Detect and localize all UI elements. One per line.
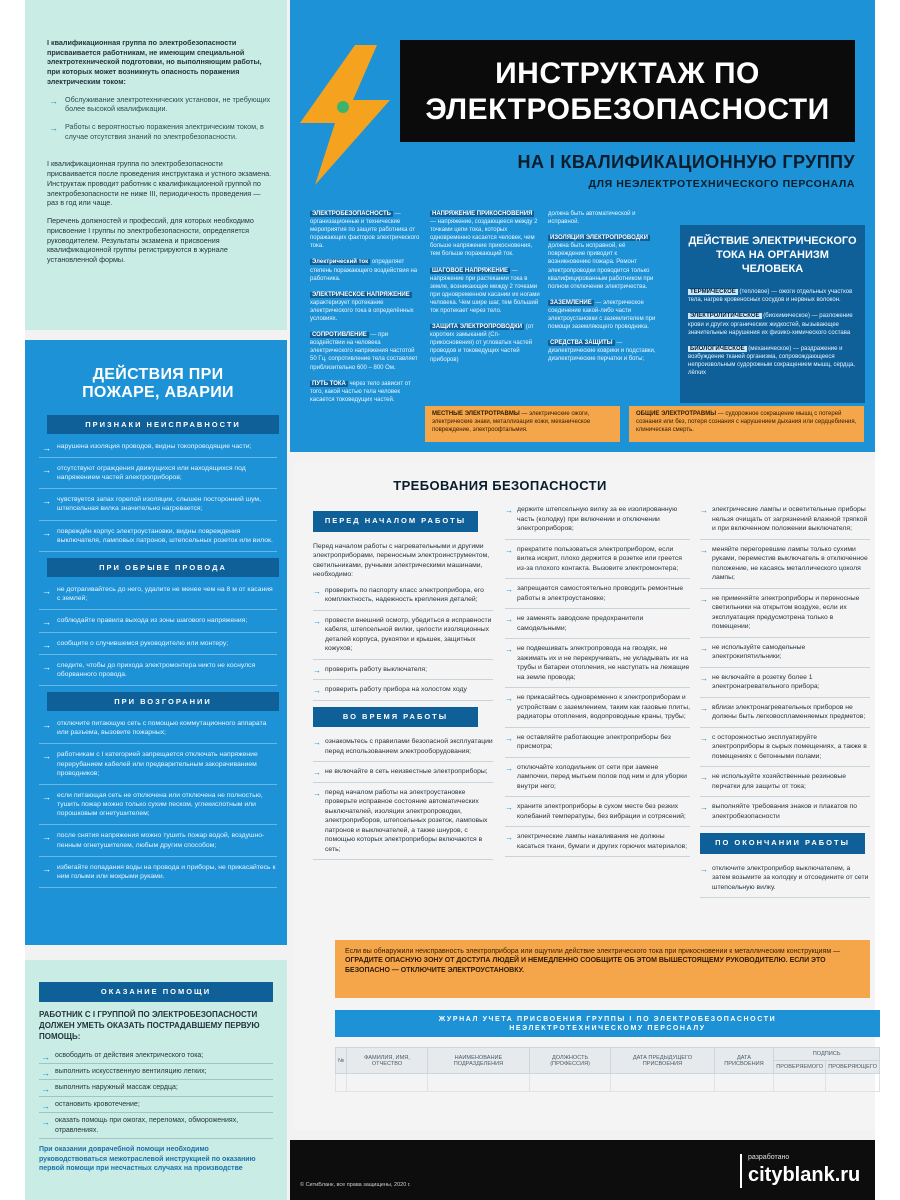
definition-item: ЗАЗЕМЛЕНИЕ — электрическое соединение какой-либо части электроустановки с заземлителем при помощи заземляющего проводника. <box>548 299 656 331</box>
arrow-icon: → <box>505 763 513 773</box>
journal-col: НАИМЕНОВАНИЕ ПОДРАЗДЕЛЕНИЯ <box>427 1048 529 1074</box>
journal-col: ПОДПИСЬ <box>774 1048 880 1061</box>
qualification-lead: I квалификационная группа по электробезопасности присваивается работникам, не имеющим специальной электротехнической подготовки, но выполняющим работы, при которых может возникнуть опасность поражения электрическим током: <box>47 38 262 86</box>
journal-col: ДАТА ПРИСВОЕНИЯ <box>714 1048 774 1074</box>
list-item: → храните электроприборы в сухом месте без резких колебаний температуры, без вибрации и сотрясений; <box>505 802 690 827</box>
arrow-icon: → <box>49 123 58 134</box>
brand-link[interactable]: cityblank.ru <box>748 1164 861 1186</box>
list-item: → проверить по паспорту класс электроприбора, его комплектность, надежность крепления деталей; <box>313 586 493 611</box>
arrow-icon: → <box>700 643 708 653</box>
journal-table <box>335 1047 880 1092</box>
arrow-icon: → <box>700 506 708 515</box>
list-item: → не оставляйте работающие электроприборы без присмотра; <box>505 733 690 758</box>
left-column <box>25 0 287 1200</box>
arrow-icon: → <box>313 586 321 596</box>
list-item: → не подвешивать электропровода на гвоздях, не зажимать их и не перекручивать, не укладывать их на трубы и батареи отопления, не наступать на лежащие на земле провода; <box>505 644 690 688</box>
list-item: → сообщите о случившемся руководителю или монтеру; <box>39 639 277 655</box>
list-item: → выполнить наружный массаж сердца; <box>39 1083 273 1096</box>
arrow-icon: → <box>505 803 513 813</box>
definitions-column-1 <box>310 210 422 412</box>
journal-col: № <box>336 1048 347 1074</box>
arrow-icon: → <box>505 645 513 655</box>
arrow-icon: → <box>42 661 51 672</box>
list-item: → освободить от действия электрического тока; <box>39 1051 273 1064</box>
list-item: → не включайте в сеть неизвестные электроприборы; <box>313 767 493 783</box>
fire-title: ДЕЙСТВИЯ ПРИ ПОЖАРЕ, АВАРИИ <box>82 366 234 402</box>
current-effect-title: ДЕЙСТВИЕ ЭЛЕКТРИЧЕСКОГО ТОКА НА ОРГАНИЗМ ЧЕЛОВЕКА <box>688 235 857 275</box>
list-item: → если питающая сеть не отключена или отключена не полностью, тушить пожар можно только сухим песком, углекислотным или порошковым огнетушителем; <box>39 791 277 826</box>
list-item: → провести внешний осмотр, убедиться в исправности кабеля, штепсельной вилки, целости изоляционных деталей корпуса, рукоятки и крышек, защитных кожухов; <box>313 616 493 660</box>
list-item: → прекратите пользоваться электроприбором, если вилка искрит, плохо держится в розетке или греется из-за плохого контакта. Вызовите электромонтера; <box>505 545 690 580</box>
list-item: → повреждён корпус электроустановки, видны повреждения выключателя, ламповых патронов, штепсельных розеток или вилок. <box>39 527 277 552</box>
list-item: → электрические лампы накаливания не должны касаться ткани, бумаги и других горючих материалов; <box>505 832 690 857</box>
definition-item: ЭЛЕКТРИЧЕСКОЕ НАПРЯЖЕНИЕ характеризует протекание электрического тока в определённых условиях. <box>310 291 414 323</box>
arrow-icon: → <box>41 1117 50 1128</box>
list-item: → электрические лампы и осветительные приборы нельзя очищать от загрязнений влажной тряпкой и при включенном положении выключателя; <box>700 505 870 540</box>
arrow-icon: → <box>42 464 51 475</box>
general-injuries-box: ОБЩИЕ ЭЛЕКТРОТРАВМЫ — судорожное сокращение мышц с потерей сознания или без, потеря сознания с нарушением дыхания или сердцебиения, клиническая смерть. <box>629 406 864 442</box>
definition-item: ШАГОВОЕ НАПРЯЖЕНИЕ — напряжение при растекании тока в земле, возникающее между 2 точками при одновременном касании их ногами человека. Чем шире шаг, тем больший ток протекает через тело. <box>430 267 540 315</box>
journal-col: ФАМИЛИЯ, ИМЯ, ОТЧЕСТВО <box>347 1048 428 1074</box>
break-band: ПРИ ОБРЫВЕ ПРОВОДА <box>47 558 279 577</box>
qualification-paragraph: I квалификационная группа по электробезопасности присваивается после проведения инструктажа и устного экзамена. Инструктаж проводит работник с квалификационной группой по электробезопасности не ниже III, периодичность проведения — раз в год или чаще. <box>47 159 272 208</box>
list-item: → не используйте хозяйственные резиновые перчатки для защиты от тока; <box>700 772 870 797</box>
list-item: → меняйте перегоревшие лампы только сухими руками, переместив выключатель в отключенное положение, не касаясь металлического цоколя лампы; <box>700 545 870 589</box>
arrow-icon: → <box>313 768 321 778</box>
arrow-icon: → <box>505 585 513 595</box>
qualification-item: → Обслуживание электротехнических установок, не требующих более высокой квалификации. <box>49 94 271 114</box>
journal-table-section <box>335 1010 880 1102</box>
definition-item: ИЗОЛЯЦИЯ ЭЛЕКТРОПРОВОДКИ должна быть исправной, её повреждение приводит к возникновению пожара. Ремонт электропроводки проводится только квалифицированным работником при полном отключении электричества. <box>548 235 654 290</box>
list-item: → не прикасайтесь одновременно к электроприборам и устройствам с заземлением, таким как газовые плиты, радиаторы отопления, водопроводные краны, трубы; <box>505 693 690 728</box>
arrow-icon: → <box>42 527 51 538</box>
journal-col: ДОЛЖНОСТЬ (ПРОФЕССИЯ) <box>529 1048 610 1074</box>
arrow-icon: → <box>42 617 51 628</box>
definition-item: ЭЛЕКТРОБЕЗОПАСНОСТЬ — организационные и технические мероприятия по защите работника от поражающих факторов электрического тока. <box>310 211 420 250</box>
safety-column-2 <box>505 505 690 862</box>
safety-column-3 <box>700 505 870 903</box>
definition-item: СРЕДСТВА ЗАЩИТЫ — диэлектрические коврики и подставки, диэлектрические перчатки и боты; <box>548 340 656 363</box>
arrow-icon: → <box>42 442 51 453</box>
list-item: → ознакомьтесь с правилами безопасной эксплуатации перед использованием электрооборудования; <box>313 737 493 762</box>
definition-item: НАПРЯЖЕНИЕ ПРИКОСНОВЕНИЯ — напряжение, создающееся между 2 точками цепи тока, которых одновременно касается человек, чем больше напряжение прикосновения, тем больше поражающий ток. <box>430 211 538 258</box>
arrow-icon: → <box>505 733 513 743</box>
safety-title: ТРЕБОВАНИЯ БЕЗОПАСНОСТИ <box>393 478 607 493</box>
list-item: → нарушена изоляция проводов, видны токопроводящие части; <box>39 442 277 458</box>
arrow-icon: → <box>700 594 708 604</box>
lightning-bolt-icon <box>295 45 405 185</box>
local-injuries-box: МЕСТНЫЕ ЭЛЕКТРОТРАВМЫ — электрические ожоги, электрические знаки, металлизация кожи, механическое повреждение, электроофтальмия. <box>425 406 620 442</box>
list-item: → держите штепсельную вилку за ее изолированную часть (колодку) при включении и отключении электроприборов; <box>505 505 690 540</box>
effect-item: ЭЛЕКТРОЛИТИЧЕСКОЕ (биохимическое) — разложение крови и других органических жидкостей, вызывающее значительные нарушения их физико-химического состава <box>688 313 853 336</box>
definition-item: ПУТЬ ТОКА через тело зависит от того, какой частью тела человек касается токоведущих частей. <box>310 380 411 403</box>
arrow-icon: → <box>42 751 51 762</box>
definition-item: Электрический ток определяет степень поражающего воздействия на работника. <box>310 259 418 282</box>
list-item: → отсутствуют ограждения движущихся или находящихся под напряжением частей электроприборов; <box>39 464 277 489</box>
arrow-icon: → <box>505 615 513 625</box>
arrow-icon: → <box>49 95 58 106</box>
safety-column-1 <box>313 505 493 865</box>
list-item: → остановить кровотечение; <box>39 1100 273 1113</box>
arrow-icon: → <box>42 791 51 802</box>
list-item: → не заменять заводские предохранители самодельными; <box>505 614 690 639</box>
list-item: → избегайте попадания воды на провода и приборы, не прикасайтесь к ним голыми или мокрыми руками. <box>39 863 277 888</box>
list-item: → чувствуется запах горелой изоляции, слышен посторонний шум, штепсельная вилка значительно нагревается; <box>39 495 277 520</box>
subtitle-secondary: ДЛЯ НЕЭЛЕКТРОТЕХНИЧЕСКОГО ПЕРСОНАЛА <box>588 178 855 190</box>
arrow-icon: → <box>505 506 513 515</box>
list-item: → работникам с I категорией запрещается отключать напряжение перерубанием кабелей или предварительным закорачиванием проводников; <box>39 750 277 785</box>
page-title: ИНСТРУКТАЖ ПО ЭЛЕКТРОБЕЗОПАСНОСТИ <box>400 40 855 142</box>
arrow-icon: → <box>42 496 51 507</box>
after-band: ПО ОКОНЧАНИИ РАБОТЫ <box>700 833 865 854</box>
effect-item: ТЕРМИЧЕСКОЕ (тепловое) — ожоги отдельных участков тела, нагрев кровеносных сосудов и нервных волокон. <box>688 289 853 304</box>
arrow-icon: → <box>313 686 321 696</box>
arrow-icon: → <box>313 665 321 675</box>
copyright: © СитиБланк, все права защищены, 2020 г. <box>300 1182 411 1188</box>
developed-by: разработано <box>740 1154 789 1188</box>
current-effect-box <box>680 225 865 403</box>
help-section <box>25 960 287 1200</box>
journal-col: ПРОВЕРЯЮЩЕГО <box>826 1061 880 1074</box>
arrow-icon: → <box>700 545 708 555</box>
before-lead: Перед началом работы с нагревательными и другими электроприборами, переносным электроинструментом, светильниками, ручными электрическими машинами, необходимо: <box>313 542 490 579</box>
arrow-icon: → <box>700 703 708 713</box>
arrow-icon: → <box>700 733 708 743</box>
header-section <box>290 0 875 452</box>
list-item: → перед началом работы на электроустановке проверьте исправное состояние автоматических выключателей, изоляции электропроводки, электроприборов, штепсельных розеток, ламповых патронов и выключателей, а также шнуров, с помощью которых электроприборы включаются в сеть; <box>313 788 493 861</box>
arrow-icon: → <box>42 863 51 874</box>
list-item: → не используйте самодельные электрокипятильники; <box>700 643 870 668</box>
arrow-icon: → <box>41 1051 50 1062</box>
list-item: → отключите питающую сеть с помощью коммутационного аппарата или разъема, вызовите пожарных; <box>39 719 277 744</box>
list-item: → не включайте в розетку более 1 электронагревательного прибора; <box>700 673 870 698</box>
during-band: ВО ВРЕМЯ РАБОТЫ <box>313 707 478 728</box>
poster <box>25 0 875 1200</box>
journal-col: ДАТА ПРЕДЫДУЩЕГО ПРИСВОЕНИЯ <box>611 1048 714 1074</box>
arrow-icon: → <box>41 1067 50 1078</box>
definitions-column-3 <box>548 210 660 372</box>
qualification-section <box>25 0 287 330</box>
fire-section <box>25 340 287 945</box>
list-item: → оказать помощь при ожогах, переломах, обморожениях, отравлениях. <box>39 1116 273 1139</box>
list-item: → выполнить искусственную вентиляцию легких; <box>39 1067 273 1080</box>
arrow-icon: → <box>41 1100 50 1111</box>
definition-item: СОПРОТИВЛЕНИЕ — при воздействии на человека электрического напряжения частотой 50 Гц, сопротивление тела составляет приблизительно 600 – 800 Ом. <box>310 332 418 371</box>
ignition-band: ПРИ ВОЗГОРАНИИ <box>47 692 279 711</box>
list-item: → после снятия напряжения можно тушить пожар водой, воздушно-пенным огнетушителем, любым другим способом; <box>39 831 277 856</box>
help-note: При оказании доврачебной помощи необходимо руководствоваться межотраслевой инструкцией по оказанию первой помощи при несчастных случаях на производстве <box>39 1146 256 1173</box>
arrow-icon: → <box>42 720 51 731</box>
safety-section <box>295 460 875 1130</box>
arrow-icon: → <box>42 585 51 596</box>
list-item: → вблизи электронагревательных приборов не должны быть легковоспламеняемых предметов; <box>700 703 870 728</box>
effect-item: БИОЛОГИЧЕСКОЕ (механическое) — раздражение и возбуждение тканей организма, сопровождающееся непроизвольным судорожным сокращением мышц, сердца, лёгких <box>688 345 855 376</box>
list-item: → запрещается самостоятельно проводить ремонтные работы в электроустановке; <box>505 584 690 609</box>
list-item: → следите, чтобы до прихода электромонтера никто не коснулся оборванного провода. <box>39 661 277 686</box>
definition-item: ЗАЩИТА ЭЛЕКТРОПРОВОДКИ (от коротких замыканий (Сп-прикосновения) от угловатых частей проводов и токоведущих частей приборов) <box>430 324 534 363</box>
list-item: → отключите электроприбор выключателем, а затем возьмите за колодку и отсоедините от сети штепсельную вилку. <box>700 864 870 899</box>
qualification-item: → Работы с вероятностью поражения электрическим током, в случае отсутствия знаний по электробезопасности. <box>49 122 264 141</box>
arrow-icon: → <box>700 673 708 683</box>
list-item: → с осторожностью эксплуатируйте электроприборы в сырых помещениях, а также в помещениях с бетонными полами; <box>700 733 870 768</box>
arrow-icon: → <box>505 833 513 843</box>
list-item: → не применяйте электроприборы и переносные светильники на открытом воздухе, если их эксплуатация предусмотрена только в помещении; <box>700 594 870 638</box>
arrow-icon: → <box>42 832 51 843</box>
arrow-icon: → <box>313 738 321 748</box>
warning-box: Если вы обнаружили неисправность электроприбора или ощутили действие электрического тока при прикосновении к металлическим конструкциям — ОГРАДИТЕ ОПАСНУЮ ЗОНУ ОТ ДОСТУПА ЛЮДЕЙ И НЕМЕДЛЕННО СООБЩИТЕ ОБ ЭТОМ ВЫШЕСТОЯЩЕМУ РУКОВОДИТЕЛЮ. ЕСЛИ ЭТО БЕЗОПАСНО — ОТКЛЮЧИТЕ ЭЛЕКТРОУСТАНОВКУ. <box>335 940 870 998</box>
arrow-icon: → <box>313 616 321 626</box>
arrow-icon: → <box>700 864 708 874</box>
list-item: → не дотрагивайтесь до него, удалите не менее чем на 8 м от касания с землей; <box>39 585 277 610</box>
journal-col: ПРОВЕРЯЕМОГО <box>774 1061 826 1074</box>
before-band: ПЕРЕД НАЧАЛОМ РАБОТЫ <box>313 511 478 532</box>
arrow-icon: → <box>505 545 513 555</box>
list-item: → отключайте холодильник от сети при замене лампочки, перед мытьем полов под ним и для уборки внутри него; <box>505 763 690 798</box>
help-band: ОКАЗАНИЕ ПОМОЩИ <box>39 982 273 1002</box>
definitions-column-2 <box>430 210 542 372</box>
signs-band: ПРИЗНАКИ НЕИСПРАВНОСТИ <box>47 415 279 434</box>
list-item: → проверить работу выключателя; <box>313 665 493 681</box>
qualification-paragraph: Перечень должностей и профессий, для которых необходимо присвоение I группы по электробезопасности, определяется руководителем. Результаты экзамена и присвоения квалификационной группы регистрируются в журнале установленной формы. <box>47 216 254 264</box>
arrow-icon: → <box>700 773 708 783</box>
arrow-icon: → <box>313 788 321 798</box>
arrow-icon: → <box>505 694 513 704</box>
list-item: → соблюдайте правила выхода из зоны шагового напряжения; <box>39 616 277 632</box>
definition-item: должна быть автоматической и исправной. <box>548 211 636 226</box>
list-item: → выполняйте требования знаков и плакатов по электробезопасности <box>700 802 870 827</box>
footer <box>290 1140 875 1200</box>
list-item: → проверить работу прибора на холостом ходу <box>313 685 493 701</box>
help-lead: РАБОТНИК С I ГРУППОЙ ПО ЭЛЕКТРОБЕЗОПАСНОСТИ ДОЛЖЕН УМЕТЬ ОКАЗАТЬ ПОСТРАДАВШЕМУ ПЕРВУЮ ПОМОЩЬ: <box>39 1010 260 1041</box>
subtitle: НА I КВАЛИФИКАЦИОННУЮ ГРУППУ <box>517 152 855 172</box>
arrow-icon: → <box>700 803 708 813</box>
arrow-icon: → <box>41 1084 50 1095</box>
arrow-icon: → <box>42 639 51 650</box>
table-row <box>336 1074 880 1092</box>
journal-title: ЖУРНАЛ УЧЕТА ПРИСВОЕНИЯ ГРУППЫ I ПО ЭЛЕКТРОБЕЗОПАСНОСТИ НЕЭЛЕКТРОТЕХНИЧЕСКОМУ ПЕРСОНАЛУ <box>335 1010 880 1037</box>
